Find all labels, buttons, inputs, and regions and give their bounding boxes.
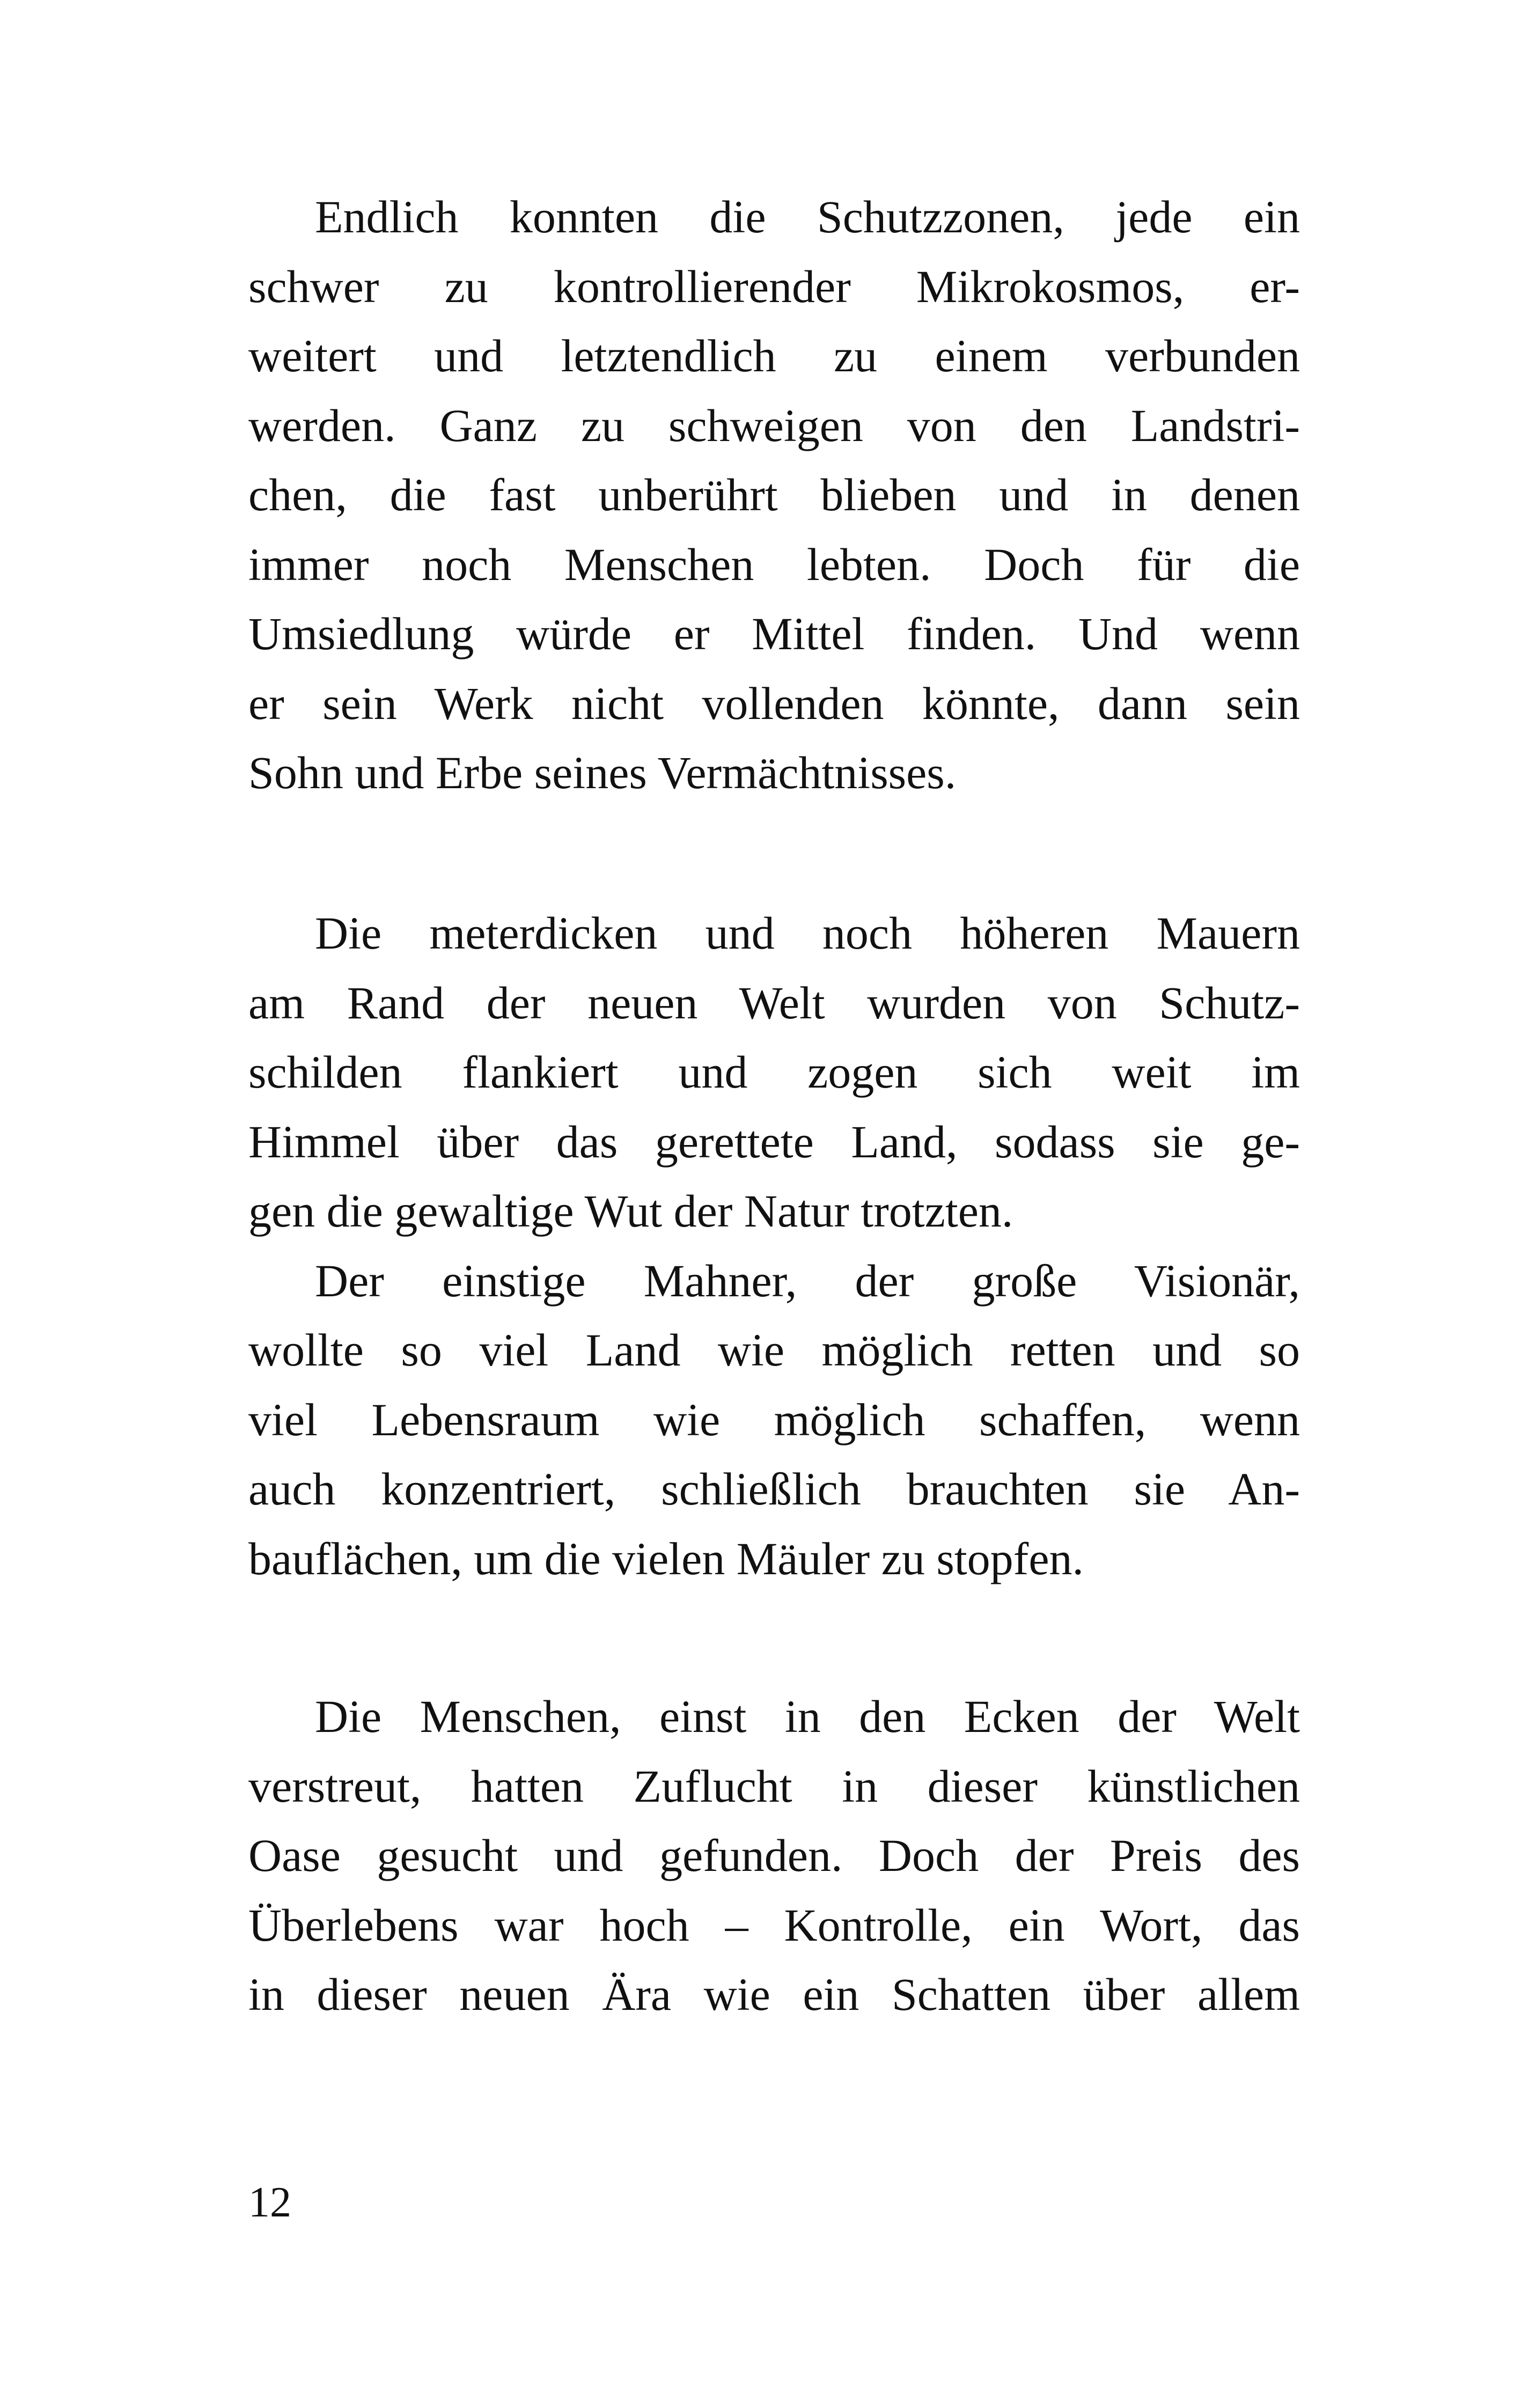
- text-line: verstreut, hatten Zuflucht in dieser künstlichen: [248, 1760, 1300, 1812]
- text-line: Endlich konnten die Schutzzonen, jede ein: [315, 191, 1300, 243]
- text-line: werden. Ganz zu schweigen von den Landstri-: [248, 399, 1300, 451]
- text-line: Himmel über das gerettete Land, sodass sie ge-: [248, 1115, 1300, 1168]
- text-line: schilden flankiert und zogen sich weit im: [248, 1046, 1300, 1098]
- text-line: wollte so viel Land wie möglich retten und so: [248, 1324, 1300, 1376]
- text-line: Der einstige Mahner, der große Visionär,: [315, 1254, 1300, 1306]
- text-line: in dieser neuen Ära wie ein Schatten über allem: [248, 1969, 1300, 2020]
- text-line: chen, die fast unberührt blieben und in denen: [248, 469, 1300, 520]
- text-line: gen die gewaltige Wut der Natur trotzten.: [248, 1185, 1013, 1237]
- text-line: Sohn und Erbe seines Vermächtnisses.: [248, 747, 957, 798]
- paragraph-3: [248, 1682, 1300, 2030]
- paragraph-1: [248, 182, 1300, 808]
- text-line: Die meterdicken und noch höheren Mauern: [315, 907, 1300, 959]
- text-line: immer noch Menschen lebten. Doch für die: [248, 538, 1300, 590]
- text-line: Umsiedlung würde er Mittel finden. Und wenn: [248, 608, 1300, 659]
- text-line: Überlebens war hoch – Kontrolle, ein Wort, das: [248, 1899, 1300, 1951]
- text-line: am Rand der neuen Welt wurden von Schutz-: [248, 977, 1300, 1029]
- text-line: weitert und letztendlich zu einem verbunden: [248, 330, 1300, 381]
- page-number: 12: [248, 2179, 291, 2226]
- text-line: Die Menschen, einst in den Ecken der Welt: [315, 1691, 1300, 1742]
- paragraph-2: [248, 899, 1300, 1594]
- text-line: bauflächen, um die vielen Mäuler zu stopfen.: [248, 1532, 1084, 1584]
- text-line: Oase gesucht und gefunden. Doch der Preis des: [248, 1830, 1300, 1881]
- text-line: er sein Werk nicht vollenden könnte, dann sein: [248, 677, 1300, 729]
- text-line: auch konzentriert, schließlich brauchten sie An-: [248, 1463, 1300, 1515]
- text-line: schwer zu kontrollierender Mikrokosmos, er-: [248, 260, 1300, 312]
- text-line: viel Lebensraum wie möglich schaffen, wenn: [248, 1393, 1300, 1445]
